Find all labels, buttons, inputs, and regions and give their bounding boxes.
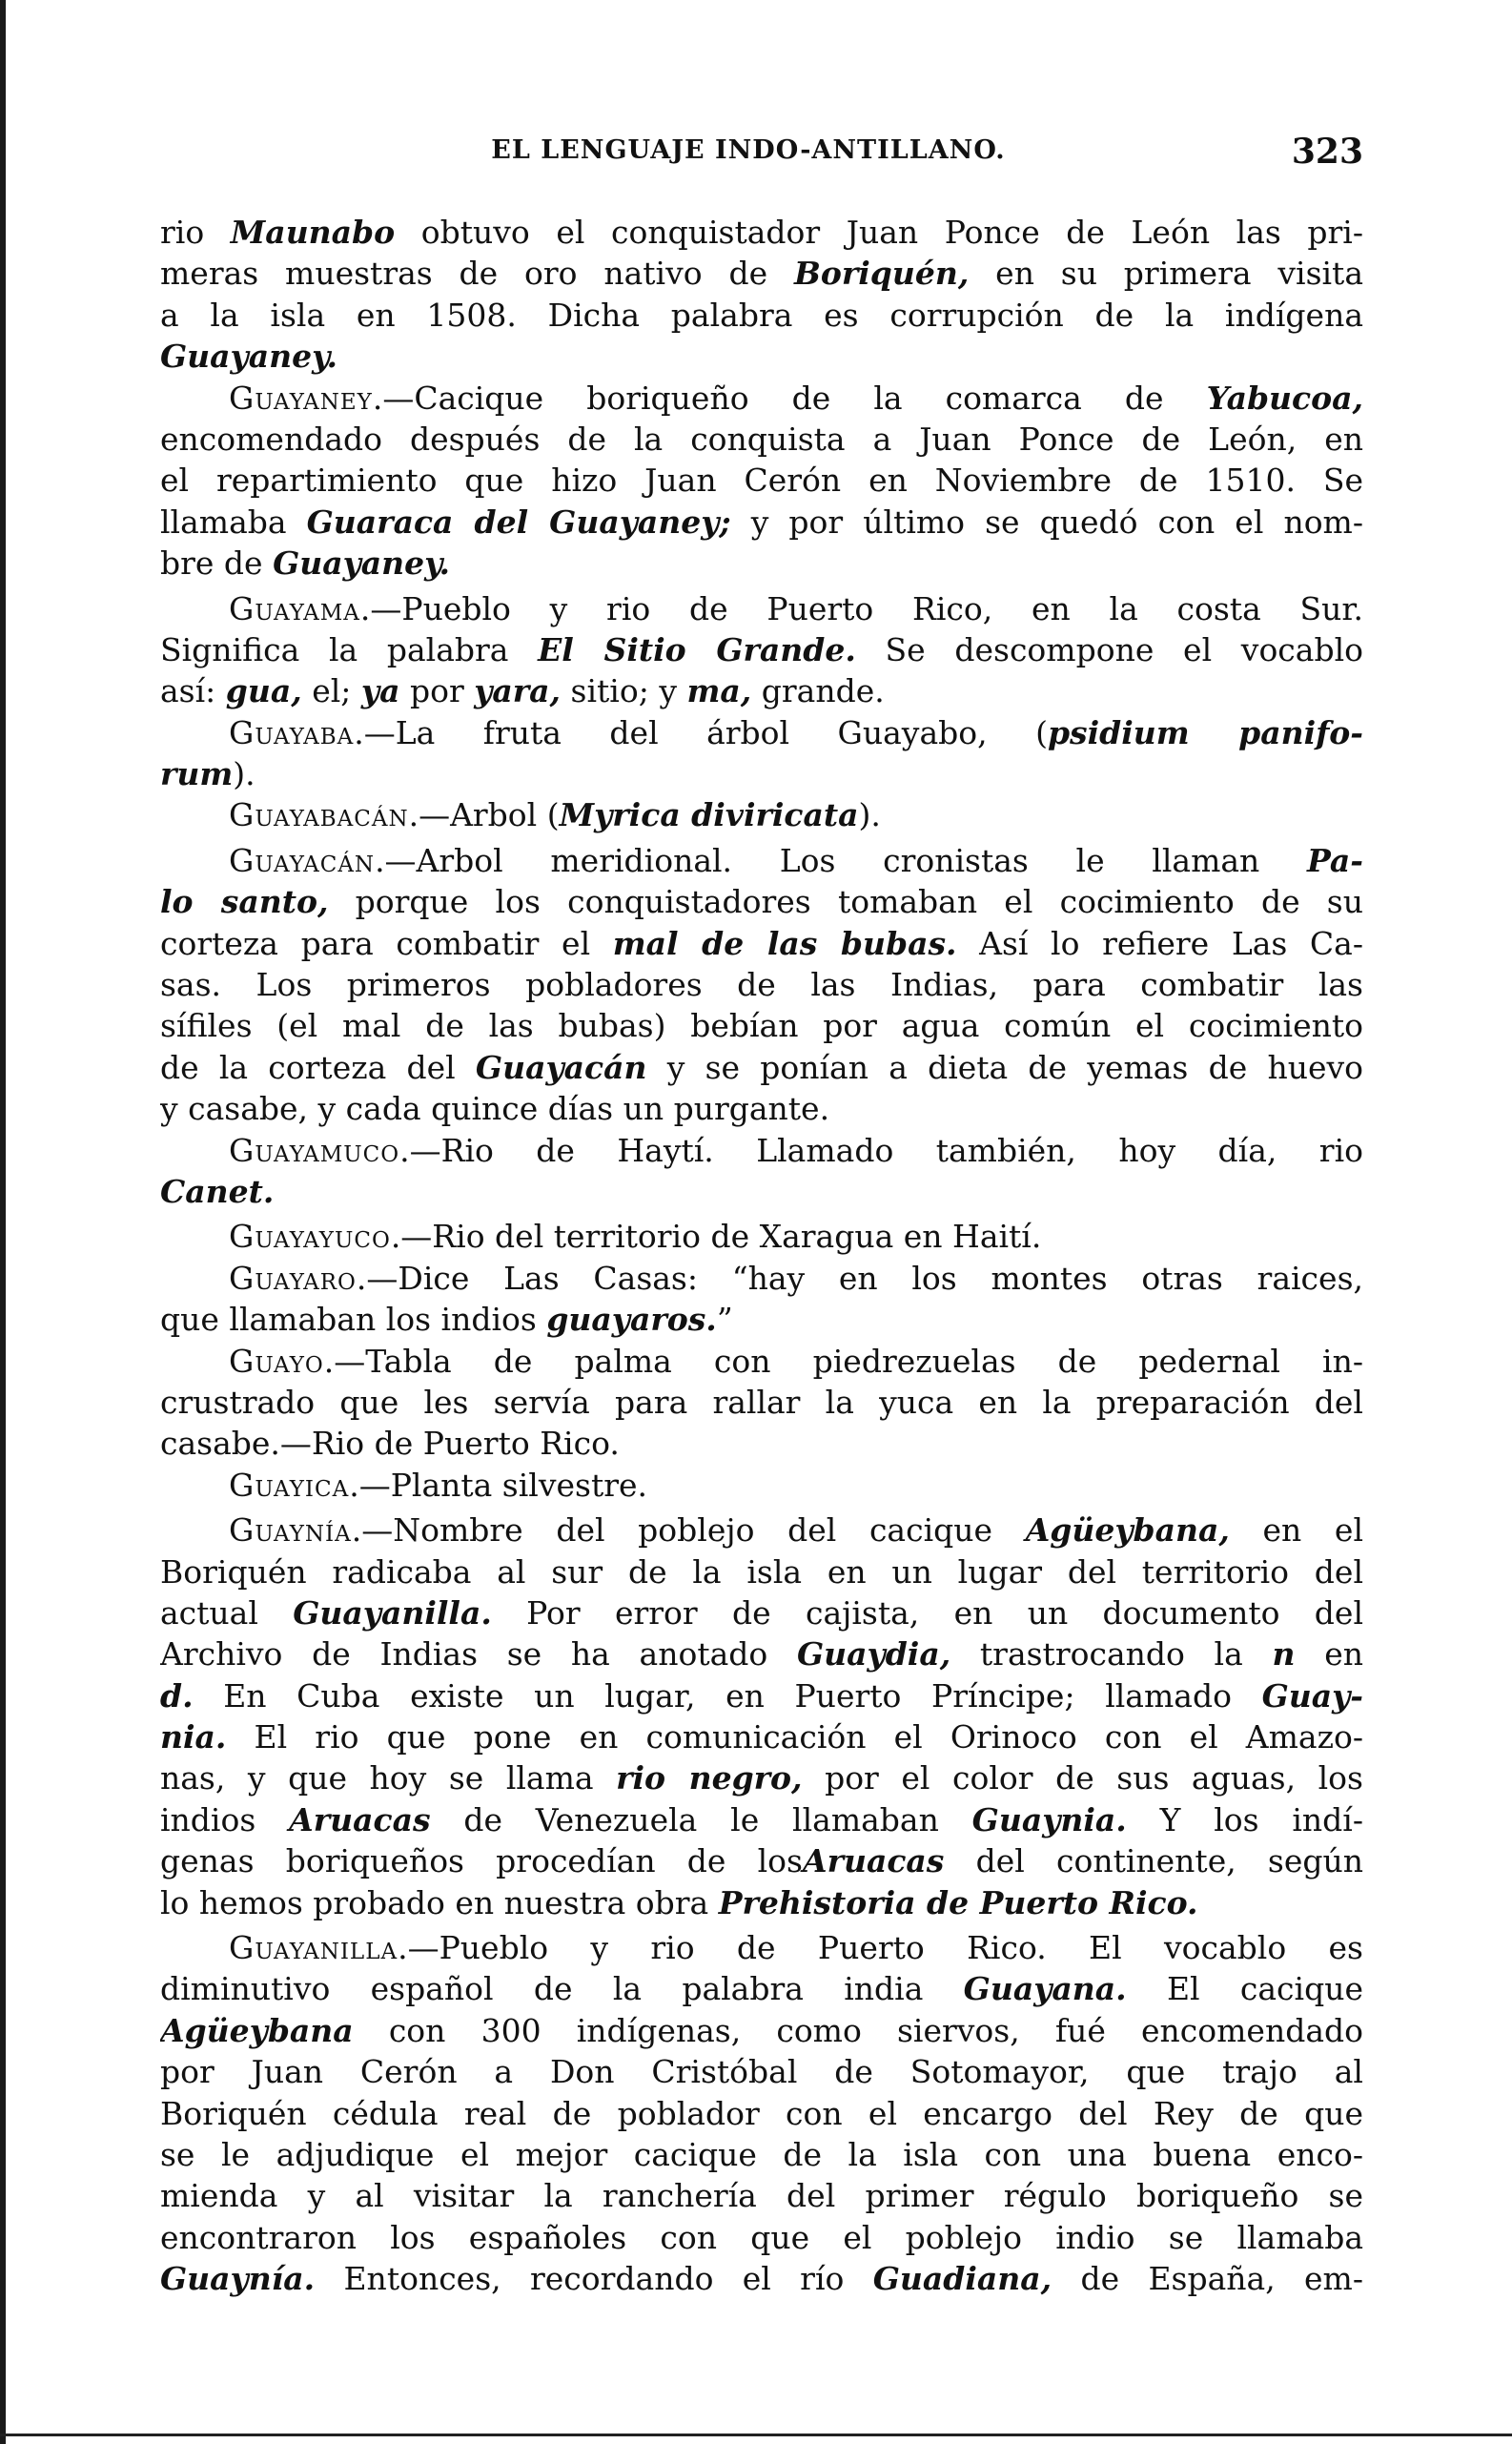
text-run: .—Arbol meridional. Los cronistas le llaman (375, 841, 1307, 879)
text-run: encontraron los españoles con que el poblejo indio se llamaba (160, 2218, 1363, 2256)
body-text (160, 212, 1363, 2300)
text-line (160, 964, 1363, 1005)
bottom-rule (0, 2434, 1512, 2436)
text-run: Significa la palabra (160, 630, 539, 668)
text-run: se le adjudique el mejor cacique de la isla con una buena enco- (160, 2135, 1363, 2173)
text-line (160, 1927, 1363, 1968)
text-run: .—Tabla de palma con piedrezuelas de pedernal in- (323, 1342, 1363, 1380)
italic-term: Guaynia. (971, 1800, 1127, 1838)
italic-term: Pa- (1306, 841, 1363, 879)
text-run: .—Pueblo y rio de Puerto Rico, en la costa Sur. (359, 589, 1363, 627)
text-run: .—La fruta del árbol Guayabo, ( (354, 713, 1048, 751)
text-line (160, 629, 1363, 670)
text-line (160, 1130, 1363, 1171)
text-run: Y los indí- (1126, 1800, 1363, 1838)
text-run: Entonces, recordando el río (315, 2260, 873, 2298)
italic-term: ma, (686, 672, 752, 710)
text-line (160, 1171, 1363, 1212)
italic-term: Boriquén, (793, 255, 970, 293)
text-run: diminutivo español de la palabra india (160, 1970, 964, 2008)
italic-term: El Sitio Grande. (538, 630, 856, 668)
page-edge-shadow (0, 0, 6, 2444)
italic-term: guayaros. (546, 1301, 717, 1339)
italic-term: yara, (474, 672, 562, 710)
italic-term: nia. (160, 1718, 227, 1756)
text-line (160, 1592, 1363, 1633)
entry-headword: Guayo (229, 1342, 324, 1380)
italic-term: lo santo, (160, 883, 329, 921)
text-line (160, 670, 1363, 711)
entry-headword: Guaynía (229, 1511, 352, 1550)
text-run: el repartimiento que hizo Juan Cerón en Noviembre de 1510. Se (160, 462, 1363, 500)
text-line (160, 378, 1363, 419)
italic-term: Agüeybana, (1025, 1511, 1230, 1550)
italic-term: Aruacas (802, 1842, 945, 1880)
text-run: actual (160, 1593, 294, 1632)
text-line (160, 1382, 1363, 1423)
text-line (160, 2010, 1363, 2051)
text-line (160, 712, 1363, 753)
entry-headword: Guayama (229, 589, 360, 627)
text-run: llamaba (160, 503, 307, 541)
text-run: sas. Los primeros pobladores de las Indias, para combatir las (160, 966, 1363, 1004)
italic-term: Prehistoria de Puerto Rico. (718, 1883, 1198, 1921)
text-line (160, 1258, 1363, 1299)
text-line (160, 1675, 1363, 1716)
text-line (160, 794, 1363, 835)
text-line (160, 881, 1363, 922)
text-line (160, 1716, 1363, 1757)
text-line (160, 1299, 1363, 1340)
text-run: Archivo de Indias se ha anotado (160, 1635, 797, 1674)
text-line (160, 419, 1363, 460)
text-run: Así lo refiere Las Ca- (956, 924, 1363, 962)
text-run: .—Cacique boriqueño de la comarca de (372, 379, 1207, 417)
page-number: 323 (1291, 132, 1363, 172)
entry-headword: Guayacán (229, 841, 376, 879)
entry-headword: Guayamuco (229, 1131, 400, 1169)
text-line (160, 1633, 1363, 1674)
text-run: de España, em- (1052, 2260, 1363, 2298)
text-run: genas boriqueños procedían de los (160, 1842, 803, 1880)
text-run: El rio que pone en comunicación el Orinoco con el Amazo- (226, 1718, 1363, 1756)
italic-term: Guayana. (963, 1970, 1127, 2008)
text-run: ” (716, 1301, 733, 1339)
text-line (160, 543, 1363, 584)
text-run: el; (301, 672, 361, 710)
text-run: mienda y al visitar la ranchería del primer régulo boriqueño se (160, 2177, 1363, 2215)
text-line (160, 1757, 1363, 1798)
text-run: En Cuba existe un lugar, en Puerto Príncipe; llamado (193, 1676, 1262, 1715)
text-line (160, 460, 1363, 501)
text-line (160, 1968, 1363, 2009)
italic-term: Guaydia, (796, 1635, 951, 1674)
italic-term: Guayacán (475, 1048, 647, 1086)
italic-term: rio negro, (616, 1759, 803, 1797)
text-line (160, 295, 1363, 336)
entry-headword: Guayica (229, 1466, 350, 1504)
text-run: de la corteza del (160, 1048, 476, 1086)
text-run: trastrocando la (950, 1635, 1273, 1674)
text-line (160, 1465, 1363, 1506)
text-run: por (399, 672, 475, 710)
text-run: ). (858, 796, 881, 834)
text-run: en su primera visita (969, 255, 1363, 293)
text-line (160, 1840, 1363, 1881)
entry-headword: Guayaney (229, 379, 373, 417)
text-line (160, 1341, 1363, 1382)
text-run: meras muestras de oro nativo de (160, 255, 794, 293)
italic-term: Guayaney. (160, 338, 337, 376)
text-run: rio (160, 214, 231, 251)
italic-term: Guayaney. (273, 544, 451, 583)
text-run: por Juan Cerón a Don Cristóbal de Sotomayor, que trajo al (160, 2053, 1363, 2091)
text-run: Boriquén radicaba al sur de la isla en un lugar del territorio del (160, 1552, 1363, 1591)
italic-term: n (1272, 1635, 1296, 1674)
text-run: bre de (160, 544, 274, 583)
text-line (160, 588, 1363, 629)
text-run: sitio; y (561, 672, 687, 710)
text-line (160, 1005, 1363, 1046)
italic-term: psidium panifo- (1047, 713, 1363, 751)
italic-term: Yabucoa, (1206, 379, 1363, 417)
text-run: encomendado después de la conquista a Juan Ponce de León, en (160, 420, 1363, 458)
page-header (133, 132, 1363, 174)
text-run: Boriquén cédula real de poblador con el encargo del Rey de que (160, 2094, 1363, 2132)
text-run: .—Nombre del poblejo del cacique (351, 1511, 1026, 1550)
text-run: .—Planta silvestre. (349, 1466, 648, 1504)
text-line (160, 1799, 1363, 1840)
text-run: lo hemos probado en nuestra obra (160, 1883, 719, 1921)
entry-headword: Guayaba (229, 713, 355, 751)
text-run: y por último se quedó con el nom- (730, 503, 1363, 541)
text-run: .—Dice Las Casas: “hay en los montes otras raices, (356, 1259, 1363, 1297)
text-line (160, 1047, 1363, 1088)
text-run: obtuvo el conquistador Juan Ponce de León las pri- (395, 214, 1363, 251)
text-run: Por error de cajista, en un documento del (491, 1593, 1363, 1632)
text-line (160, 2217, 1363, 2258)
text-line (160, 2134, 1363, 2175)
text-run: .—Rio del territorio de Xaragua en Haití. (390, 1218, 1042, 1256)
text-line (160, 336, 1363, 377)
entry-headword: Guayabacán (229, 796, 409, 834)
text-line (160, 1882, 1363, 1923)
italic-term: rum (160, 755, 234, 793)
text-run: de Venezuela le llamaban (430, 1800, 972, 1838)
text-run: y se ponían a dieta de yemas de huevo (646, 1048, 1363, 1086)
text-line (160, 1510, 1363, 1551)
italic-term: mal de las bubas. (612, 924, 957, 962)
text-run: con 300 indígenas, como siervos, fué encomendado (353, 2011, 1363, 2049)
text-line (160, 923, 1363, 964)
text-run: .—Pueblo y rio de Puerto Rico. El vocablo es (398, 1929, 1363, 1967)
italic-term: Guayanilla. (293, 1593, 492, 1632)
text-line (160, 1551, 1363, 1592)
text-run: a la isla en 1508. Dicha palabra es corrupción de la indígena (160, 296, 1363, 334)
italic-term: Aruacas (289, 1800, 431, 1838)
text-run: así: (160, 672, 226, 710)
entry-headword: Guayanilla (229, 1929, 398, 1967)
text-line (160, 1088, 1363, 1129)
italic-term: Canet. (160, 1172, 275, 1210)
text-run: El cacique (1126, 1970, 1363, 2008)
running-title: EL LENGUAJE INDO-ANTILLANO. (491, 135, 1006, 165)
italic-term: gua, (225, 672, 302, 710)
italic-term: Myrica diviricata (559, 796, 859, 834)
text-run: indios (160, 1800, 290, 1838)
italic-term: Guaynía. (160, 2260, 316, 2298)
text-line (160, 1216, 1363, 1257)
text-run: en (1295, 1635, 1363, 1674)
text-run: nas, y que hoy se llama (160, 1759, 617, 1797)
text-line (160, 502, 1363, 543)
text-run: sífiles (el mal de las bubas) bebían por agua común el cocimiento (160, 1007, 1363, 1045)
text-line (160, 2051, 1363, 2092)
text-run: en el (1229, 1511, 1363, 1550)
text-run: por el color de sus aguas, los (802, 1759, 1363, 1797)
text-run: corteza para combatir el (160, 924, 613, 962)
text-run: y casabe, y cada quince días un purgante. (160, 1090, 830, 1128)
text-line (160, 253, 1363, 294)
italic-term: Guadiana, (872, 2260, 1052, 2298)
text-line (160, 2175, 1363, 2216)
text-line (160, 2258, 1363, 2299)
text-line (160, 2093, 1363, 2134)
italic-term: Maunabo (230, 214, 396, 251)
text-run: ). (233, 755, 255, 793)
italic-term: ya (360, 672, 400, 710)
text-line (160, 753, 1363, 794)
text-run: que llamaban los indios (160, 1301, 547, 1339)
entry-headword: Guayaro (229, 1259, 357, 1297)
text-run: crustrado que les servía para rallar la yuca en la preparación del (160, 1383, 1363, 1421)
text-line (160, 212, 1363, 253)
italic-term: d. (160, 1676, 194, 1715)
entry-headword: Guayayuco (229, 1218, 391, 1256)
text-line (160, 1423, 1363, 1464)
text-run: .—Arbol ( (408, 796, 560, 834)
text-line (160, 840, 1363, 881)
text-run: Se descompone el vocablo (855, 630, 1363, 668)
text-run: .—Rio de Haytí. Llamado también, hoy día, rio (399, 1131, 1363, 1169)
italic-term: Agüeybana (160, 2011, 354, 2049)
text-run: porque los conquistadores tomaban el cocimiento de su (328, 883, 1363, 921)
italic-term: Guaraca del Guayaney; (306, 503, 731, 541)
text-run: del continente, según (944, 1842, 1363, 1880)
italic-term: Guay- (1261, 1676, 1363, 1715)
text-run: grande. (751, 672, 885, 710)
text-run: casabe.—Rio de Puerto Rico. (160, 1425, 620, 1463)
